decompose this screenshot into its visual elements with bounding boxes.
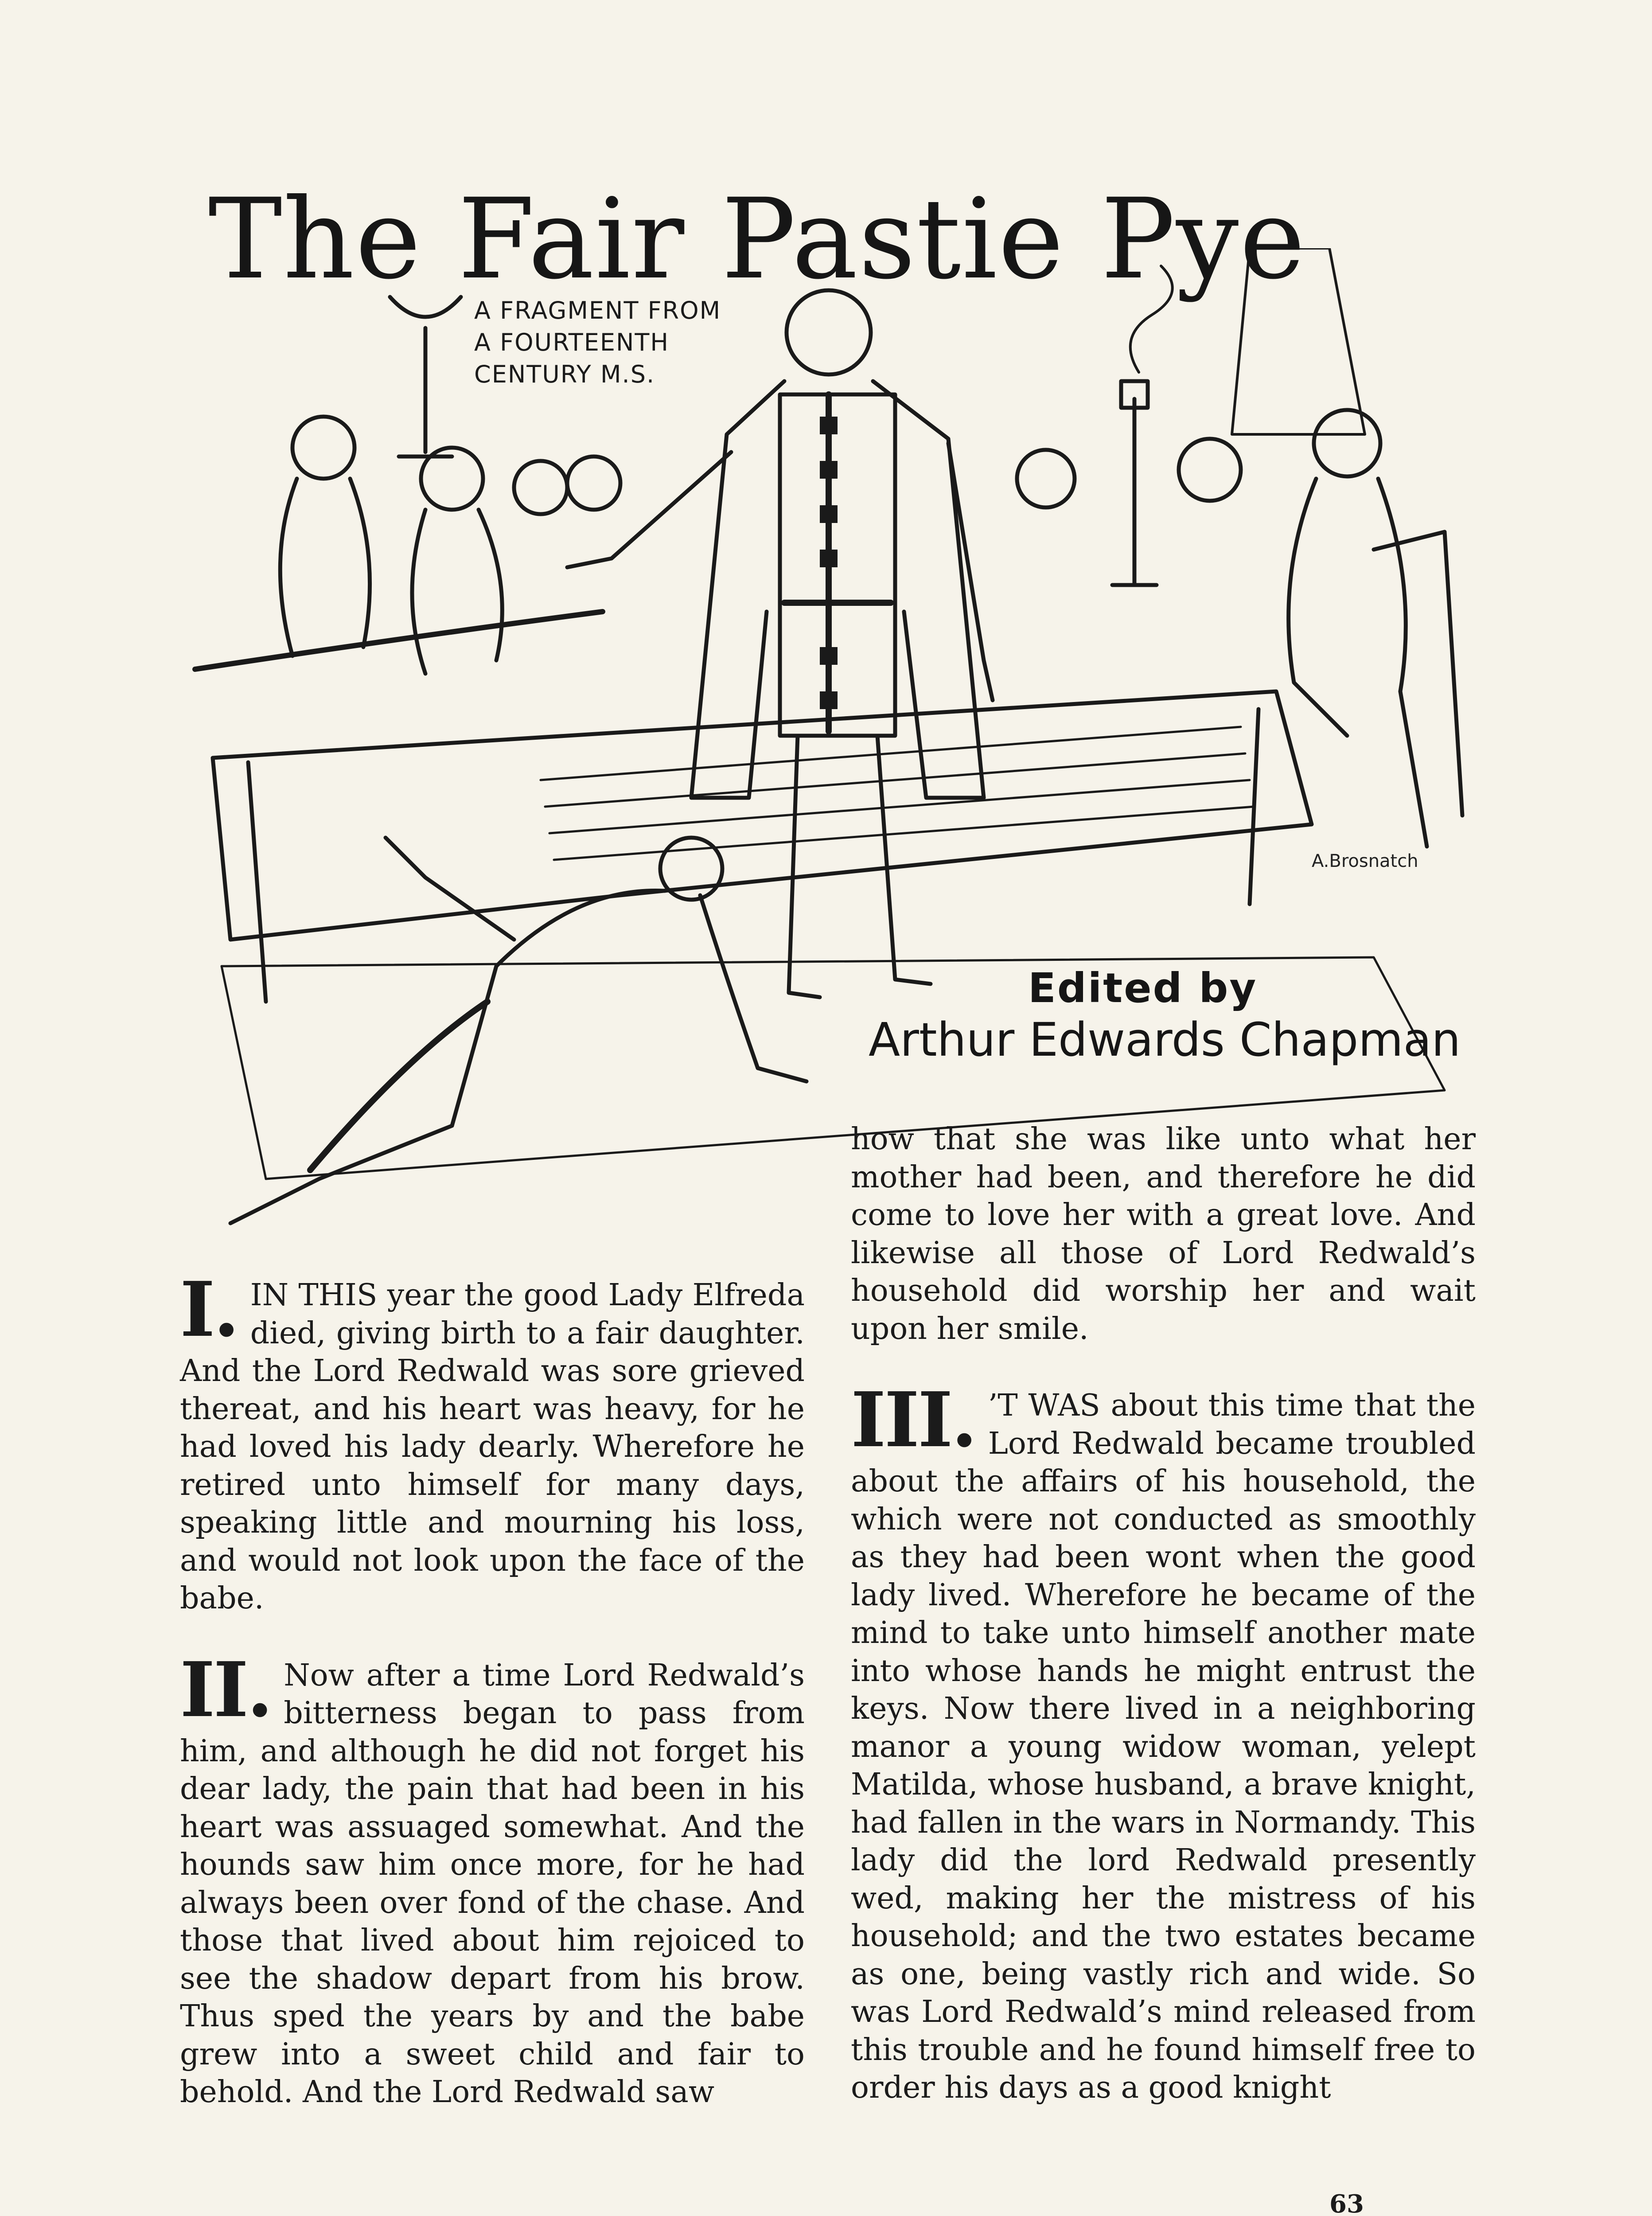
section-two (180, 1645, 805, 2111)
subtitle-line: CENTURY M.S. (474, 360, 655, 388)
section-text: ’T WAS about this time that the Lord Redwald became troubled about the affairs of his household, the which were not conducted as smoothly as they had been wont when the good lady lived. Wherefore he became of the mind to take unto himself another mate into whose hands he might entrust the keys. Now there lived in a neighboring manor a young widow woman, yelept Matilda, whose husband, a brave knight, had fallen in the wars in Normandy. This lady did the lord Redwald presently wed, making her the mistress of his household; and the two estates became as one, being vastly rich and wide. So was Lord Redwald’s mind released from this trouble and he found himself free to order his days as a good knight (851, 1388, 1476, 2105)
section-numeral: I. (180, 1265, 238, 1354)
credit-author: Arthur Edwards Chapman (869, 1013, 1461, 1067)
page-number: 63 (1329, 2189, 1364, 2216)
credit-edited-by: Edited by (1028, 964, 1258, 1012)
subtitle-line: A FOURTEENTH (474, 328, 669, 356)
story-subtitle (474, 295, 784, 390)
section-three (851, 1376, 1476, 2107)
subtitle-line: A FRAGMENT FROM (474, 297, 721, 324)
section-two-continued: how that she was like unto what her mother had been, and therefore he did come to love her with a great love. And likewise all those of Lord Redwald’s household did worship her and wait upon her smile. (851, 1122, 1476, 1346)
section-one (180, 1265, 805, 1618)
section-numeral: III. (851, 1376, 976, 1464)
section-numeral: II. (180, 1645, 272, 1734)
illustrator-signature: A.Brosnatch (1312, 851, 1418, 871)
section-text: IN THIS year the good Lady Elfreda died, giving birth to a fair daughter. And the Lord Redwald was sore grieved thereat, and his heart was heavy, for he had loved his lady dearly. Wherefore he retired unto himself for many days, speaking little and mourning his loss, and would not look upon the face of the babe. (180, 1278, 805, 1616)
banquet-illustration (177, 248, 1471, 1241)
section-text: Now after a time Lord Redwald’s bitterness began to pass from him, and although he did not forget his dear lady, the pain that had been in his heart was assuaged somewhat. And the hounds saw him once more, for he had always been over fond of the chase. And those that lived about him rejoiced to see the shadow depart from his brow. Thus sped the years by and the babe grew into a sweet child and fair to behold. And the Lord Redwald saw (180, 1658, 805, 2110)
left-column (180, 1265, 805, 2150)
right-column (851, 1120, 1476, 2146)
story-title: The Fair Pastie Pye (208, 175, 1306, 304)
